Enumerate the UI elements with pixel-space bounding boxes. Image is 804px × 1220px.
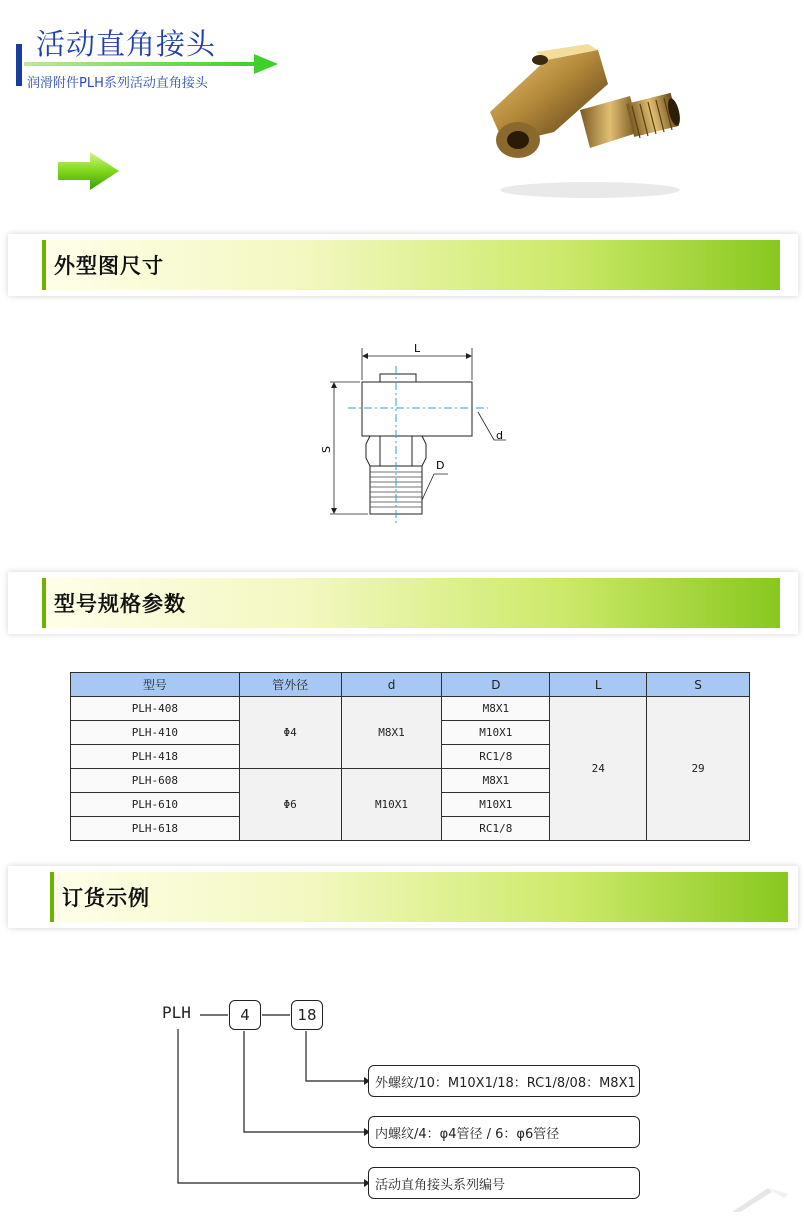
section-title-dimensions: 外型图尺寸	[54, 254, 164, 278]
order-code-tube: 4	[229, 1000, 261, 1030]
note-inner-thread: 内螺纹/4：φ4管径 / 6：φ6管径	[368, 1116, 640, 1148]
page-subtitle: 润滑附件PLH系列活动直角接头	[27, 76, 208, 91]
section-title-specs: 型号规格参数	[54, 592, 186, 616]
table-row	[71, 697, 750, 721]
model-cell: PLH-410	[71, 721, 240, 745]
drawing-label-S: S	[320, 446, 333, 453]
tube-diameter-cell: Φ6	[239, 769, 341, 841]
inner-thread-cell: M10X1	[341, 769, 442, 841]
drawing-label-d: d	[496, 429, 503, 442]
table-header-cell: D	[442, 673, 550, 697]
length-cell: 24	[550, 697, 647, 841]
table-header-cell: 管外径	[239, 673, 341, 697]
inner-thread-cell: M8X1	[341, 697, 442, 769]
section-banner-specs	[8, 572, 804, 636]
page-title: 活动直角接头	[36, 27, 217, 61]
model-cell: PLH-418	[71, 745, 240, 769]
outer-thread-cell: M10X1	[442, 721, 550, 745]
drawing-label-D: D	[436, 459, 445, 472]
table-header-cell: d	[341, 673, 442, 697]
model-cell: PLH-610	[71, 793, 240, 817]
model-cell: PLH-408	[71, 697, 240, 721]
outer-thread-cell: RC1/8	[442, 745, 550, 769]
table-header-row	[71, 673, 750, 697]
outer-thread-cell: RC1/8	[442, 817, 550, 841]
model-cell: PLH-618	[71, 817, 240, 841]
table-header-cell: 型号	[71, 673, 240, 697]
corner-decoration	[728, 1184, 798, 1214]
table-header-cell: S	[647, 673, 750, 697]
outer-thread-cell: M8X1	[442, 769, 550, 793]
section-banner-ordering	[8, 866, 804, 930]
section-banner-dimensions	[8, 234, 804, 298]
tube-diameter-cell: Φ4	[239, 697, 341, 769]
model-cell: PLH-608	[71, 769, 240, 793]
outer-thread-cell: M8X1	[442, 697, 550, 721]
order-code-thread: 18	[291, 1000, 323, 1030]
table-header-cell: L	[550, 673, 647, 697]
outer-thread-cell: M10X1	[442, 793, 550, 817]
note-series-code: 活动直角接头系列编号	[368, 1167, 640, 1199]
order-prefix: PLH	[162, 1003, 191, 1022]
green-arrow-icon	[56, 150, 122, 192]
section-title-ordering: 订货示例	[62, 886, 150, 910]
height-cell: 29	[647, 697, 750, 841]
header-accent-bar	[16, 44, 22, 86]
spec-table	[70, 672, 750, 841]
product-photo	[480, 40, 690, 200]
note-outer-thread: 外螺纹/10：M10X1/18：RC1/8/08：M8X1	[368, 1065, 640, 1097]
drawing-label-L: L	[414, 342, 421, 355]
dimension-drawing	[318, 340, 518, 530]
